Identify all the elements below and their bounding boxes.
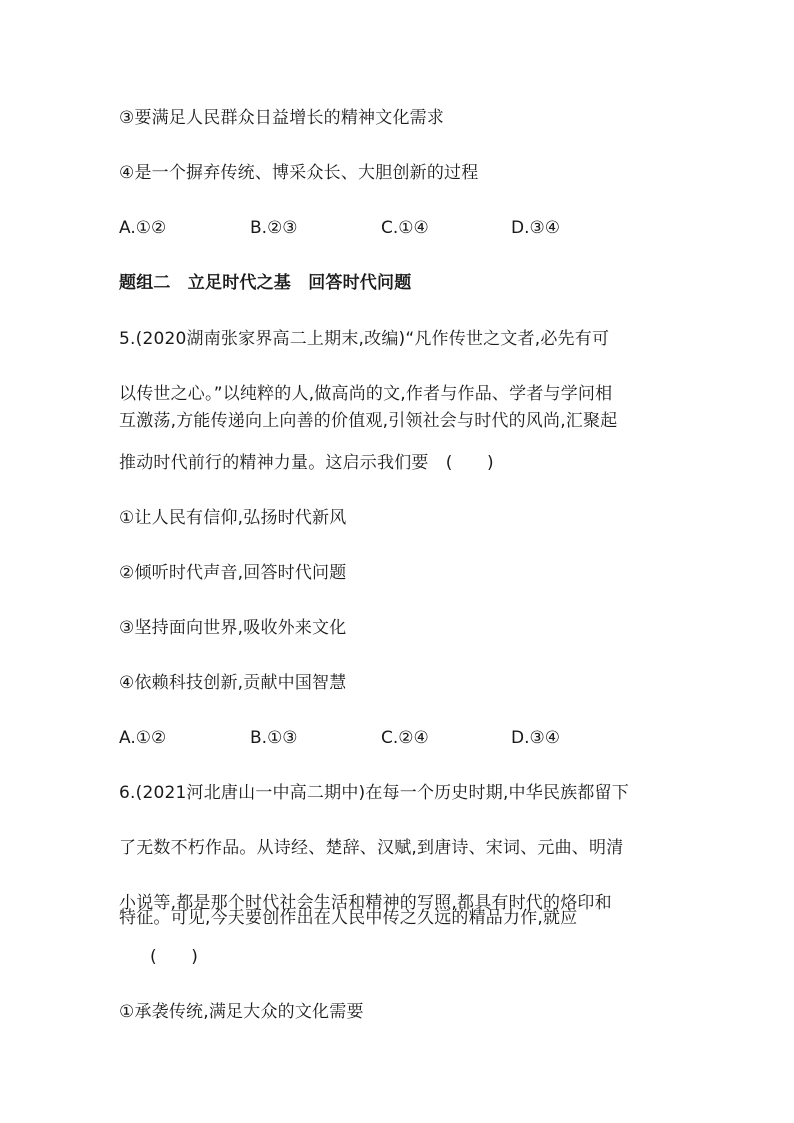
q5-statement-1: ①让人民有信仰,弘扬时代新风 bbox=[119, 508, 347, 528]
q4-option-d: D.③④ bbox=[511, 218, 560, 238]
q5-statement-2: ②倾听时代声音,回答时代问题 bbox=[119, 563, 347, 583]
q6-stem-line: 特征。可见,今天要创作出在人民中传之久远的精品力作,就应 bbox=[119, 908, 578, 928]
q4-option-b: B.②③ bbox=[250, 218, 298, 238]
q4-option-c: C.①④ bbox=[381, 218, 429, 238]
q5-stem-line: 以传世之心。”以纯粹的人,做高尚的文,作者与作品、学者与学问相 bbox=[119, 384, 613, 404]
q5-statement-4: ④依赖科技创新,贡献中国智慧 bbox=[119, 673, 347, 693]
q6-stem-line: 6.(2021河北唐山一中高二期中)在每一个历史时期,中华民族都留下 bbox=[119, 783, 629, 803]
q5-option-a: A.①② bbox=[119, 728, 167, 748]
q4-option-a: A.①② bbox=[119, 218, 167, 238]
q5-stem-line: 互激荡,方能传递向上向善的价值观,引领社会与时代的风尚,汇聚起 bbox=[119, 411, 618, 431]
q5-option-d: D.③④ bbox=[511, 728, 560, 748]
q5-stem-line: 5.(2020湖南张家界高二上期末,改编)“凡作传世之文者,必先有可 bbox=[119, 329, 610, 349]
q5-statement-3: ③坚持面向世界,吸收外来文化 bbox=[119, 618, 347, 638]
q4-statement-4: ④是一个摒弃传统、博采众长、大胆创新的过程 bbox=[119, 163, 479, 183]
q4-statement-3: ③要满足人民群众日益增长的精神文化需求 bbox=[119, 108, 445, 128]
q5-stem-line: 推动时代前行的精神力量。这启示我们要 ( ) bbox=[119, 453, 494, 473]
q6-statement-1: ①承袭传统,满足大众的文化需要 bbox=[119, 1002, 364, 1022]
q6-stem-line: 小说等,都是那个时代社会生活和精神的写照,都具有时代的烙印和 bbox=[119, 893, 612, 913]
group-2-heading: 题组二 立足时代之基 回答时代问题 bbox=[119, 273, 412, 293]
q5-option-c: C.②④ bbox=[381, 728, 429, 748]
q6-stem-line: 了无数不朽作品。从诗经、楚辞、汉赋,到唐诗、宋词、元曲、明清 bbox=[119, 838, 624, 858]
q5-option-b: B.①③ bbox=[250, 728, 298, 748]
q6-answer-blank: ( ) bbox=[150, 947, 199, 967]
